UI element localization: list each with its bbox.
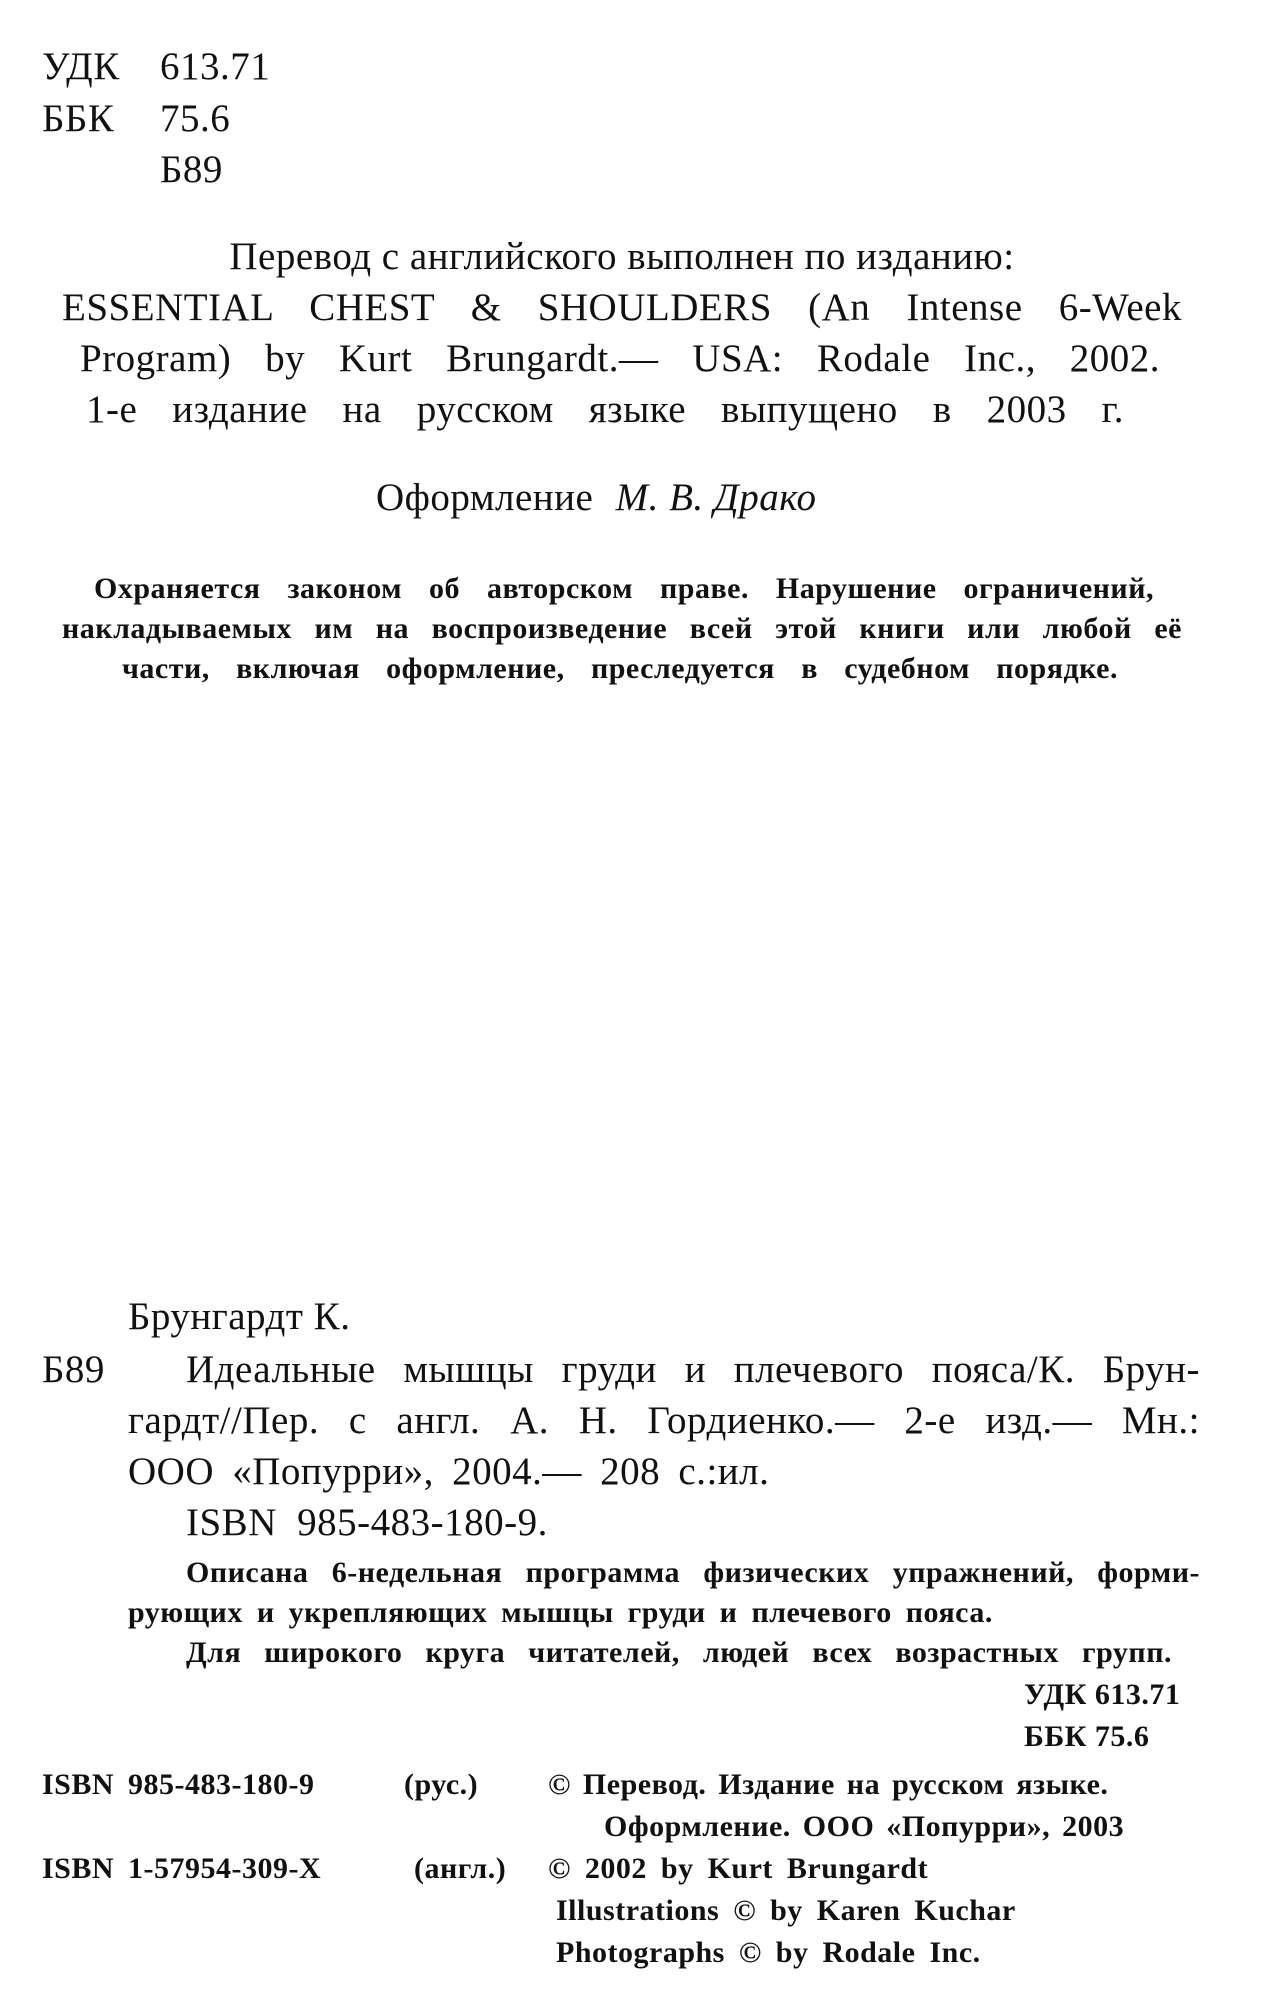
bbk-label: ББК bbox=[42, 97, 115, 140]
record-line-2: гардт//Пер. с англ. А. Н. Гордиенко.— 2-е изд.— Мн.: bbox=[128, 1399, 1200, 1442]
copyright-notice-line-1: Охраняется законом об авторском праве. Нарушение ограничений, bbox=[94, 572, 1154, 605]
udk-value: 613.71 bbox=[160, 45, 271, 88]
bbk-value: 75.6 bbox=[160, 97, 231, 140]
record-line-1: Идеальные мышцы груди и плечевого пояса/К. Брун- bbox=[186, 1348, 1200, 1391]
design-credit bbox=[376, 475, 817, 520]
isbn-ru: ISBN 985-483-180-9 bbox=[42, 1768, 315, 1801]
rights-ru-line-1: © Перевод. Издание на русском языке. bbox=[548, 1768, 1109, 1801]
record-line-3: ООО «Попурри», 2004.— 208 с.:ил. bbox=[128, 1450, 770, 1493]
rights-en-line-2: Illustrations © by Karen Kuchar bbox=[556, 1894, 1016, 1927]
rights-en-line-3: Photographs © by Rodale Inc. bbox=[556, 1936, 981, 1969]
author-heading: Брунгардт К. bbox=[128, 1295, 351, 1338]
record-udk: УДК 613.71 bbox=[1024, 1678, 1181, 1711]
designer-name: М. В. Драко bbox=[615, 476, 817, 519]
copyright-notice-line-3: части, включая оформление, преследуется в судебном порядке. bbox=[122, 652, 1118, 685]
rights-en-line-1: © 2002 by Kurt Brungardt bbox=[548, 1852, 929, 1885]
translation-note-line-1: Перевод с английского выполнен по изданию: bbox=[229, 235, 1015, 278]
translation-note-line-2: ESSENTIAL CHEST & SHOULDERS (An Intense 6-Week bbox=[62, 286, 1182, 329]
annotation-line-3: Для широкого круга читателей, людей всех возрастных групп. bbox=[186, 1636, 1172, 1669]
isbn-en: ISBN 1-57954-309-X bbox=[42, 1852, 322, 1885]
isbn-en-lang: (англ.) bbox=[414, 1852, 507, 1885]
copyright-notice-line-2: накладываемых им на воспроизведение всей этой книги или любой её bbox=[62, 612, 1182, 645]
rights-ru-line-2: Оформление. ООО «Попурри», 2003 bbox=[604, 1810, 1125, 1843]
isbn-ru-lang: (рус.) bbox=[404, 1768, 479, 1801]
annotation-line-2: рующих и укрепляющих мышцы груди и плечевого пояса. bbox=[128, 1596, 993, 1629]
catalog-mark: Б89 bbox=[42, 1348, 105, 1391]
record-isbn: ISBN 985-483-180-9. bbox=[186, 1501, 548, 1544]
udk-label: УДК bbox=[42, 45, 120, 88]
annotation-line-1: Описана 6-недельная программа физических упражнений, форми- bbox=[186, 1556, 1200, 1589]
design-label: Оформление bbox=[376, 476, 594, 519]
translation-note-line-4: 1-е издание на русском языке выпущено в 2003 г. bbox=[86, 388, 1124, 431]
record-bbk: ББК 75.6 bbox=[1024, 1720, 1150, 1753]
author-mark: Б89 bbox=[160, 148, 223, 191]
translation-note-line-3: Program) by Kurt Brungardt.— USA: Rodale Inc., 2002. bbox=[80, 337, 1160, 380]
